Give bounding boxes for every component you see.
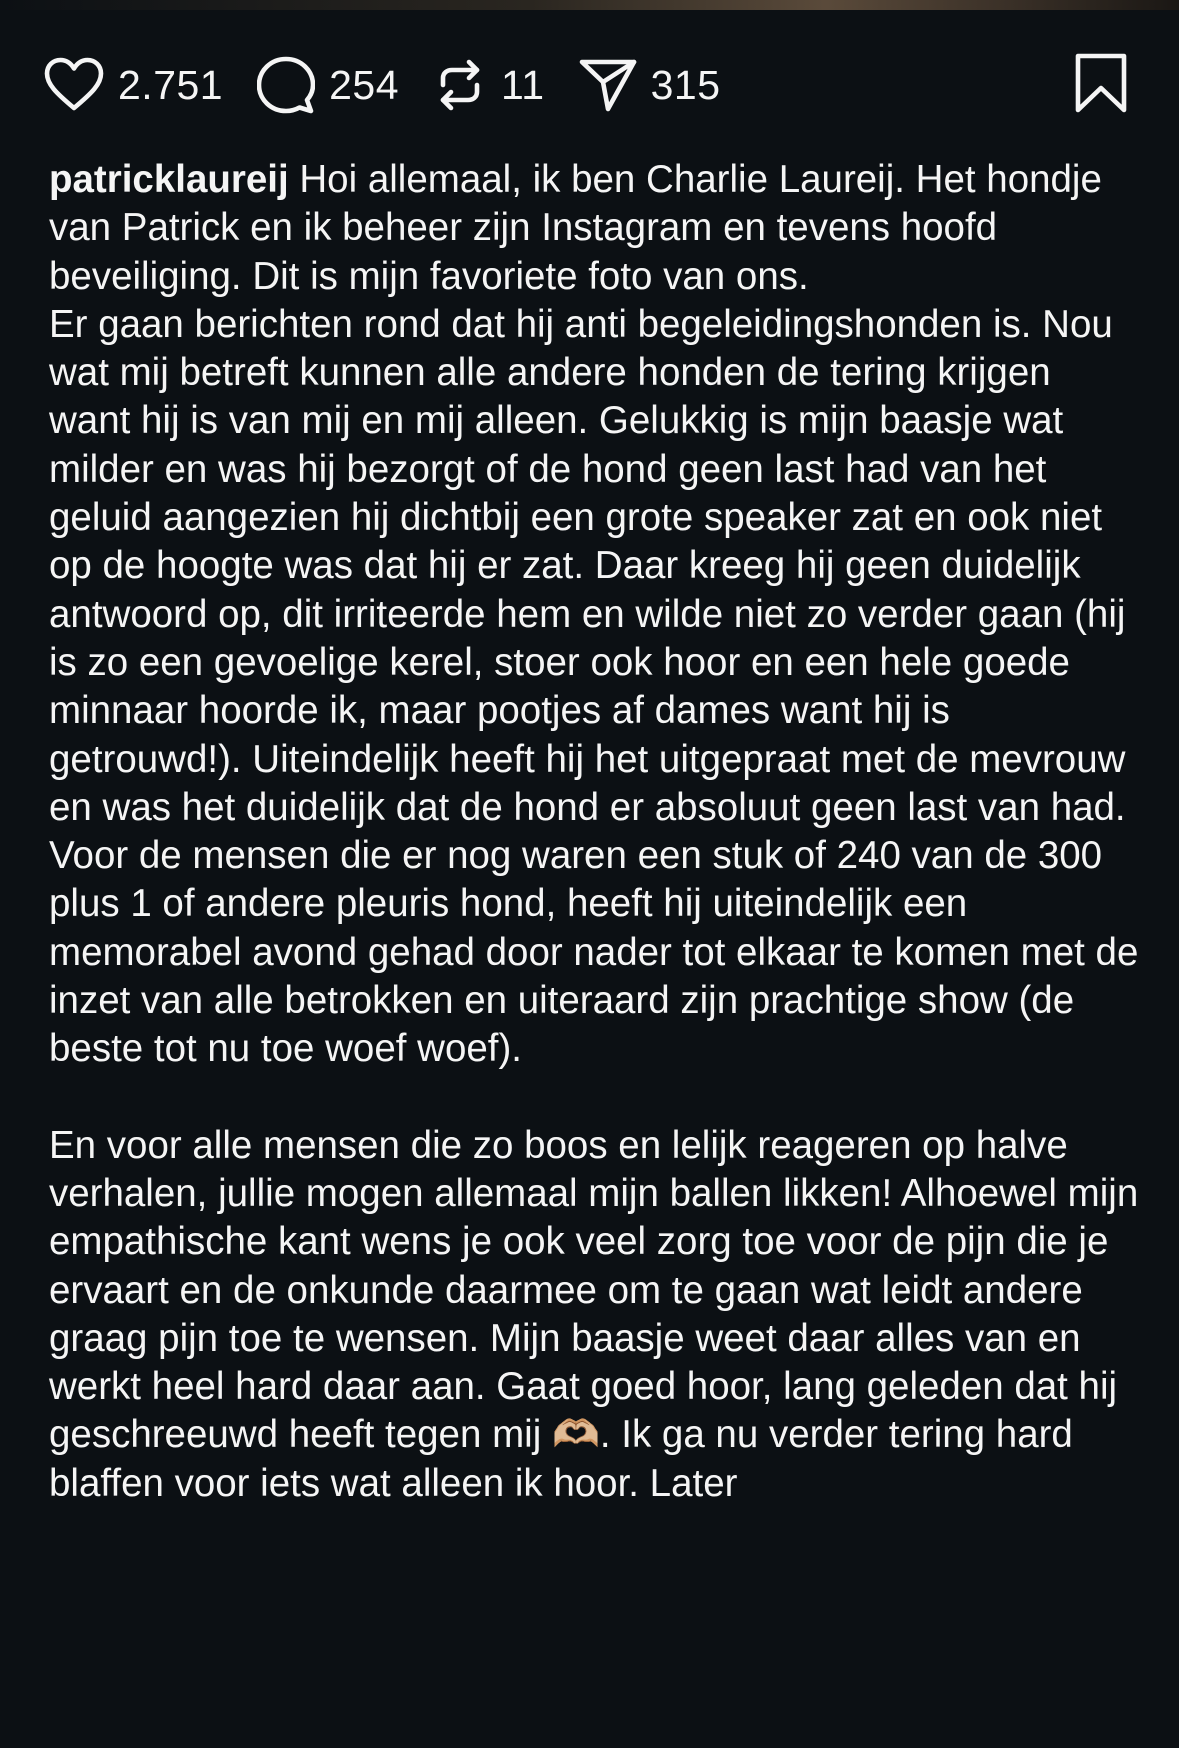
share-count: 315 bbox=[650, 61, 721, 108]
share-button[interactable] bbox=[579, 57, 721, 113]
caption-paragraph: Er gaan berichten rond dat hij anti begeleidingshonden is. Nou wat mij betreft kunnen alle andere honden de tering krijgen want hij is van mij en mij alleen. Gelukkig is mijn baasje wat milder en was hij bezorgt of de hond geen last had van het geluid aangezien hij dichtbij een grote speaker zat en ook niet op de hoogte was dat hij er zat. Daar kreeg hij geen duidelijk antwoord op, dit irriteerde hem en wilde niet zo verder gaan (hij is zo een gevoelige kerel, stoer ook hoor en een hele goede minnaar hoorde ik, maar pootjes af dames want hij is getrouwd!). Uiteindelijk heeft hij het uitgepraat met de mevrouw en was het duidelijk dat de hond er absoluut geen last van had. Voor de mensen die er nog waren een stuk of 240 van de 300 plus 1 of andere pleuris hond, heeft hij uiteindelijk een memorabel avond gehad door nader tot elkaar te komen met de inzet van alle betrokken en uiteraard zijn prachtige show (de beste tot nu toe woef woef). bbox=[49, 302, 1139, 1071]
save-button[interactable] bbox=[1074, 53, 1128, 118]
like-button[interactable] bbox=[44, 57, 223, 113]
like-count: 2.751 bbox=[118, 61, 224, 108]
bookmark-outline-icon bbox=[1074, 53, 1128, 113]
heart-outline-icon bbox=[44, 57, 104, 113]
username-link[interactable]: patricklaureij bbox=[49, 158, 289, 201]
repost-button[interactable] bbox=[433, 56, 545, 114]
caption-paragraph: En voor alle mensen die zo boos en lelijk reageren op halve verhalen, jullie mogen allemaal mijn ballen likken! Alhoewel mijn empathische kant wens je ook veel zorg toe voor de pijn die je ervaart en de onkunde daarmee om te gaan wat leidt andere graag pijn toe te wensen. Mijn baasje weet daar alles van en werkt heel hard daar aan. Gaat goed hoor, lang geleden dat hij geschreeuwd heeft tegen mij 🫶🏼. Ik ga nu verder tering hard blaffen voor iets wat alleen ik hoor. Later bbox=[49, 1123, 1139, 1505]
paper-plane-icon bbox=[579, 57, 637, 113]
comment-button[interactable] bbox=[257, 56, 399, 114]
paragraph-spacer bbox=[49, 1074, 1139, 1122]
repost-arrows-icon bbox=[433, 56, 487, 114]
repost-count: 11 bbox=[501, 61, 545, 108]
post-caption bbox=[49, 156, 1139, 1508]
post-action-bar bbox=[44, 50, 1134, 120]
caption-text: Hoi allemaal, ik ben Charlie Laureij. Het hondje van Patrick en ik beheer zijn Instagram en tevens hoofd beveiliging. Dit is mijn favoriete foto van ons. bbox=[49, 158, 1102, 298]
caption-paragraph bbox=[49, 156, 1139, 301]
speech-bubble-icon bbox=[257, 56, 315, 114]
post-image-bottom-edge bbox=[0, 0, 1179, 10]
comment-count: 254 bbox=[329, 61, 400, 108]
